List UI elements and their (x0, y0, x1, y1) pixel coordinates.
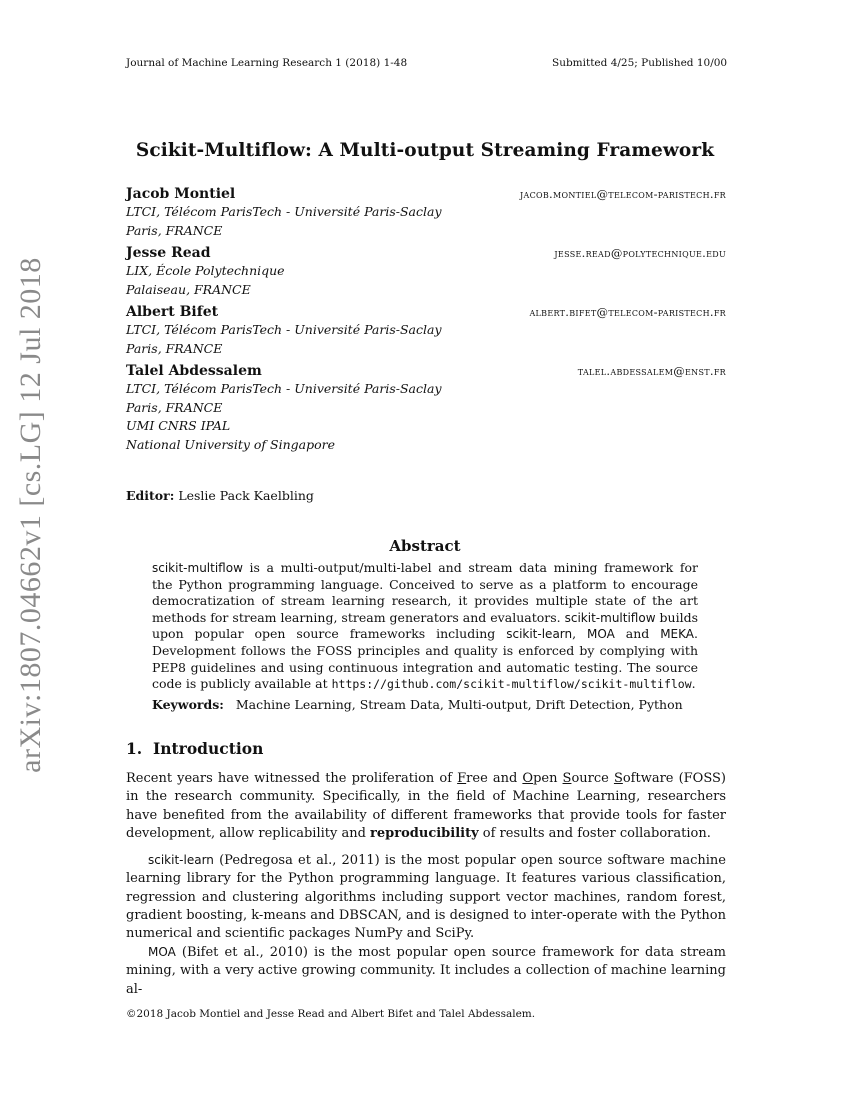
paragraph-text: ree and (466, 771, 523, 786)
author-block-3 (126, 303, 726, 358)
underlined-letter: F (457, 771, 467, 786)
arxiv-stamp (6, 257, 56, 773)
author-affiliation-line: Palaiseau, FRANCE (126, 281, 251, 297)
author-name: Jesse Read (126, 245, 211, 261)
underlined-letter: O (522, 771, 534, 786)
journal-header: Journal of Machine Learning Research 1 (2018) 1-48 (126, 57, 408, 69)
software-name: scikit-multiflow (564, 610, 656, 625)
copyright-footer: ©2018 Jacob Montiel and Jesse Read and Albert Bifet and Talel Abdessalem. (126, 1008, 536, 1020)
paragraph-text: (Bifet et al., 2010) is the most popular open source framework for data stream mining, with a very active growing community. It includes a collection of machine learning al- (126, 945, 726, 997)
author-affiliation-line: LTCI, Télécom ParisTech - Université Paris-Saclay (126, 204, 442, 219)
underlined-letter: S (613, 771, 623, 786)
bold-term: reproducibility (370, 825, 479, 841)
intro-paragraph-1 (126, 770, 726, 843)
editor-line (126, 488, 314, 503)
paragraph-text: pen (533, 771, 563, 786)
editor-label: Editor: (126, 488, 175, 503)
underlined-letter: S (562, 771, 572, 786)
author-block-1 (126, 185, 726, 240)
abstract-text: , (572, 626, 588, 642)
paragraph-text: Recent years have witnessed the proliferation of (126, 771, 458, 786)
author-name: Jacob Montiel (126, 186, 236, 202)
abstract-text: is a multi-output/multi-label and stream data mining framework for the Python programming language. Conceived to serve as a platform to encourage democratization of stream learning research, it provides multiple state of the art methods for stream learning, stream generators and evaluators. (152, 560, 698, 625)
software-name: MOA (587, 627, 615, 642)
author-affiliation-line: UMI CNRS IPAL (126, 418, 231, 433)
paper-title: Scikit-Multiflow: A Multi-output Streaming Framework (135, 140, 715, 161)
editor-name: Leslie Pack Kaelbling (178, 488, 314, 503)
keywords-line (152, 697, 683, 712)
keywords-label: Keywords: (152, 697, 224, 712)
submission-dates: Submitted 4/25; Published 10/00 (552, 57, 728, 69)
author-affiliation-line: Paris, FRANCE (126, 399, 223, 415)
author-name: Talel Abdessalem (126, 363, 262, 379)
section-title: Introduction (152, 739, 264, 758)
paragraph-text: of results and foster collaboration. (478, 825, 711, 841)
software-name: MOA (148, 945, 176, 959)
author-affiliation-line: LIX, École Polytechnique (126, 263, 285, 278)
abstract-text: . Development follows the FOSS principles and quality is enforced by complying with PEP8 guidelines and using continuous integration and automatic testing. The source code is publicly available at (152, 626, 698, 692)
repository-link[interactable]: https://github.com/scikit-multiflow/scikit-multiflow (331, 677, 692, 692)
section-heading (126, 739, 263, 758)
paragraph-text: (Pedregosa et al., 2011) is the most popular open source software machine learning library for the Python programming language. It features various classification, regression and clustering algorithms including support vector machines, random forest, gradient boosting, k-means and DBSCAN, and is designed to inter-operate with the Python numerical and scientific packages NumPy and SciPy. (126, 853, 726, 942)
software-name: scikit-learn (148, 853, 214, 867)
abstract-text: and (614, 626, 661, 642)
author-affiliation-line: Paris, FRANCE (126, 222, 223, 238)
author-email[interactable]: albert.bifet@telecom-paristech.fr (529, 305, 726, 319)
section-number: 1. (126, 739, 143, 758)
author-email[interactable]: jesse.read@polytechnique.edu (554, 246, 726, 260)
author-affiliation-line: LTCI, Télécom ParisTech - Université Paris-Saclay (126, 381, 442, 396)
author-affiliation-line: LTCI, Télécom ParisTech - Université Paris-Saclay (126, 322, 442, 337)
software-name: scikit-learn (506, 627, 573, 642)
abstract-text: . (691, 676, 696, 692)
author-affiliation-line: National University of Singapore (126, 436, 335, 452)
abstract-heading: Abstract (389, 537, 461, 555)
abstract-text: builds upon popular open source frameworks including (152, 609, 698, 642)
software-name: scikit-multiflow (152, 561, 243, 575)
software-name: MEKA (660, 627, 695, 642)
intro-paragraph-2 (126, 851, 726, 943)
author-email[interactable]: talel.abdessalem@enst.fr (577, 364, 726, 378)
arxiv-stamp-text: arXiv:1807.04662v1 [cs.LG] 12 Jul 2018 (14, 257, 47, 773)
author-block-4 (126, 362, 726, 454)
author-affiliation-line: Paris, FRANCE (126, 340, 223, 356)
author-email[interactable]: jacob.montiel@telecom-paristech.fr (520, 187, 726, 201)
keywords-list: Machine Learning, Stream Data, Multi-output, Drift Detection, Python (235, 697, 683, 712)
abstract-body (152, 560, 698, 693)
author-name: Albert Bifet (126, 304, 219, 320)
paragraph-text: ource (571, 771, 614, 786)
author-block-2 (126, 244, 726, 299)
paragraph-text: oftware (FOSS) in the research community. Specifically, in the field of Machine Learning, researchers have benefited from the availability of different frameworks that provide tools for faster development, allow replicability and (126, 771, 726, 841)
intro-paragraph-3 (126, 943, 726, 999)
